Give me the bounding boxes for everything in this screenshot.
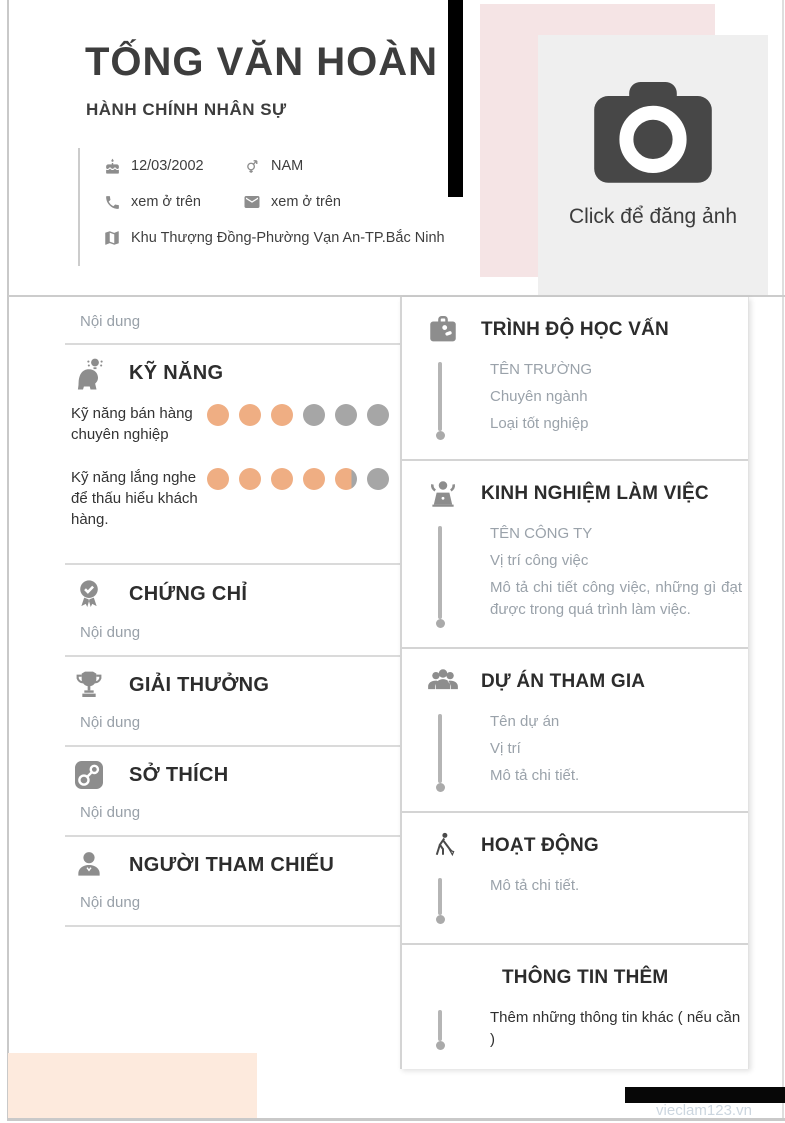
- address-field[interactable]: [93, 229, 445, 247]
- additional-info-placeholder[interactable]: Thêm những thông tin khác ( nếu cần ): [490, 1009, 741, 1048]
- timeline: [438, 878, 442, 915]
- peach-decoration-block: [8, 1053, 257, 1118]
- cake-icon: [102, 158, 122, 175]
- timeline: [438, 714, 442, 783]
- certificates-placeholder[interactable]: Nội dung: [80, 624, 141, 641]
- contact-row: [93, 156, 463, 176]
- rating-dot[interactable]: [303, 404, 325, 426]
- rating-dot[interactable]: [207, 404, 229, 426]
- timeline: [438, 1010, 442, 1041]
- references-section: [65, 837, 400, 927]
- experience-company-placeholder[interactable]: TÊN CÔNG TY: [490, 525, 593, 542]
- experience-position-placeholder[interactable]: Vị trí công việc: [490, 552, 589, 569]
- references-placeholder[interactable]: Nội dung: [80, 894, 141, 911]
- phone-field[interactable]: [93, 194, 233, 211]
- rating-dot[interactable]: [303, 468, 325, 490]
- page-edge-left: [7, 0, 9, 1121]
- additional-info-section: [402, 945, 748, 1069]
- awards-placeholder[interactable]: Nội dung: [80, 714, 141, 731]
- worker-laptop-icon: [426, 477, 460, 511]
- certificate-icon: [71, 577, 107, 611]
- map-icon: [102, 229, 122, 247]
- gender-icon: [242, 158, 262, 175]
- certificates-title: CHỨNG CHỈ: [129, 582, 248, 605]
- address-value[interactable]: Khu Thượng Đồng-Phường Vạn An-TP.Bắc Ninh: [131, 230, 445, 246]
- certificates-section: [65, 565, 400, 657]
- team-icon: [426, 665, 460, 699]
- page-edge-right: [782, 0, 784, 1121]
- photo-upload-label: Click để đăng ảnh: [568, 205, 738, 228]
- experience-description-placeholder[interactable]: Mô tả chi tiết công việc, những gì đạt được trong quá trình làm việc.: [490, 579, 742, 618]
- timeline: [438, 526, 442, 619]
- rating-dot[interactable]: [207, 468, 229, 490]
- right-column: [400, 297, 749, 1069]
- summary-placeholder[interactable]: Nội dung: [80, 313, 141, 330]
- skill-rating: [207, 467, 389, 490]
- phone-value[interactable]: xem ở trên: [131, 194, 201, 210]
- skill-rating: [207, 403, 389, 426]
- photo-upload-box[interactable]: [538, 35, 768, 297]
- education-title: TRÌNH ĐỘ HỌC VẤN: [481, 319, 669, 340]
- hobbies-title: SỞ THÍCH: [129, 763, 229, 786]
- additional-info-title: THÔNG TIN THÊM: [502, 967, 669, 988]
- rating-dot[interactable]: [239, 468, 261, 490]
- education-major-placeholder[interactable]: Chuyên ngành: [490, 388, 588, 405]
- skills-section-header: [71, 355, 400, 391]
- rating-dot[interactable]: [271, 468, 293, 490]
- contact-row: [93, 228, 463, 248]
- skill-item: [71, 467, 400, 530]
- candidate-name[interactable]: TỐNG VĂN HOÀN: [85, 40, 438, 84]
- awards-title: GIẢI THƯỞNG: [129, 673, 270, 696]
- education-grade-placeholder[interactable]: Loại tốt nghiệp: [490, 415, 589, 432]
- skills-section: [65, 345, 400, 565]
- rating-dot[interactable]: [239, 404, 261, 426]
- rating-dot[interactable]: [335, 404, 357, 426]
- summary-content-field[interactable]: [65, 297, 400, 345]
- activities-title: HOẠT ĐỘNG: [481, 835, 599, 856]
- education-section: [402, 297, 748, 461]
- left-column: [65, 297, 400, 927]
- briefcase-icon: [426, 313, 460, 347]
- email-field[interactable]: [233, 193, 341, 211]
- activities-section: [402, 813, 748, 945]
- skill-item: [71, 403, 400, 445]
- contact-row: [93, 192, 463, 212]
- skills-head-bulb-icon: [71, 355, 107, 391]
- hobby-steam-icon: [71, 759, 107, 791]
- project-role-placeholder[interactable]: Vị trí: [490, 740, 521, 757]
- gender-value[interactable]: NAM: [271, 158, 304, 174]
- rating-dot[interactable]: [367, 404, 389, 426]
- skill-name[interactable]: Kỹ năng bán hàng chuyên nghiệp: [71, 405, 193, 443]
- skill-name[interactable]: Kỹ năng lắng nghe để thấu hiểu khách hàng.: [71, 469, 198, 528]
- rating-dot[interactable]: [367, 468, 389, 490]
- awards-section: [65, 657, 400, 747]
- hobbies-section: [65, 747, 400, 837]
- mail-icon: [242, 193, 262, 211]
- experience-section: [402, 461, 748, 649]
- projects-section: [402, 649, 748, 813]
- rating-dot[interactable]: [335, 468, 357, 490]
- hobbies-placeholder[interactable]: Nội dung: [80, 804, 141, 821]
- phone-icon: [102, 194, 122, 211]
- projects-title: DỰ ÁN THAM GIA: [481, 671, 646, 692]
- project-name-placeholder[interactable]: Tên dự án: [490, 713, 560, 730]
- education-school-placeholder[interactable]: TÊN TRƯỜNG: [490, 361, 593, 378]
- watermark: vieclam123.vn: [656, 1102, 752, 1119]
- references-title: NGƯỜI THAM CHIẾU: [129, 853, 335, 876]
- person-icon: [71, 849, 107, 881]
- candidate-job-title[interactable]: HÀNH CHÍNH NHÂN SỰ: [86, 100, 287, 119]
- email-value[interactable]: xem ở trên: [271, 194, 341, 210]
- experience-title: KINH NGHIỆM LÀM VIỆC: [481, 483, 709, 504]
- project-description-placeholder[interactable]: Mô tả chi tiết.: [490, 767, 580, 784]
- timeline: [438, 362, 442, 431]
- trophy-icon: [71, 669, 107, 701]
- rating-dot[interactable]: [271, 404, 293, 426]
- activity-figure-icon: [426, 831, 460, 861]
- footer-black-bar: [625, 1087, 785, 1103]
- activity-description-placeholder[interactable]: Mô tả chi tiết.: [490, 877, 580, 894]
- birthday-field[interactable]: [93, 158, 233, 175]
- skills-title: KỸ NĂNG: [129, 361, 224, 384]
- camera-icon: [583, 81, 723, 195]
- contact-block: [78, 148, 463, 266]
- gender-field[interactable]: [233, 158, 303, 175]
- birthday-value[interactable]: 12/03/2002: [131, 158, 204, 174]
